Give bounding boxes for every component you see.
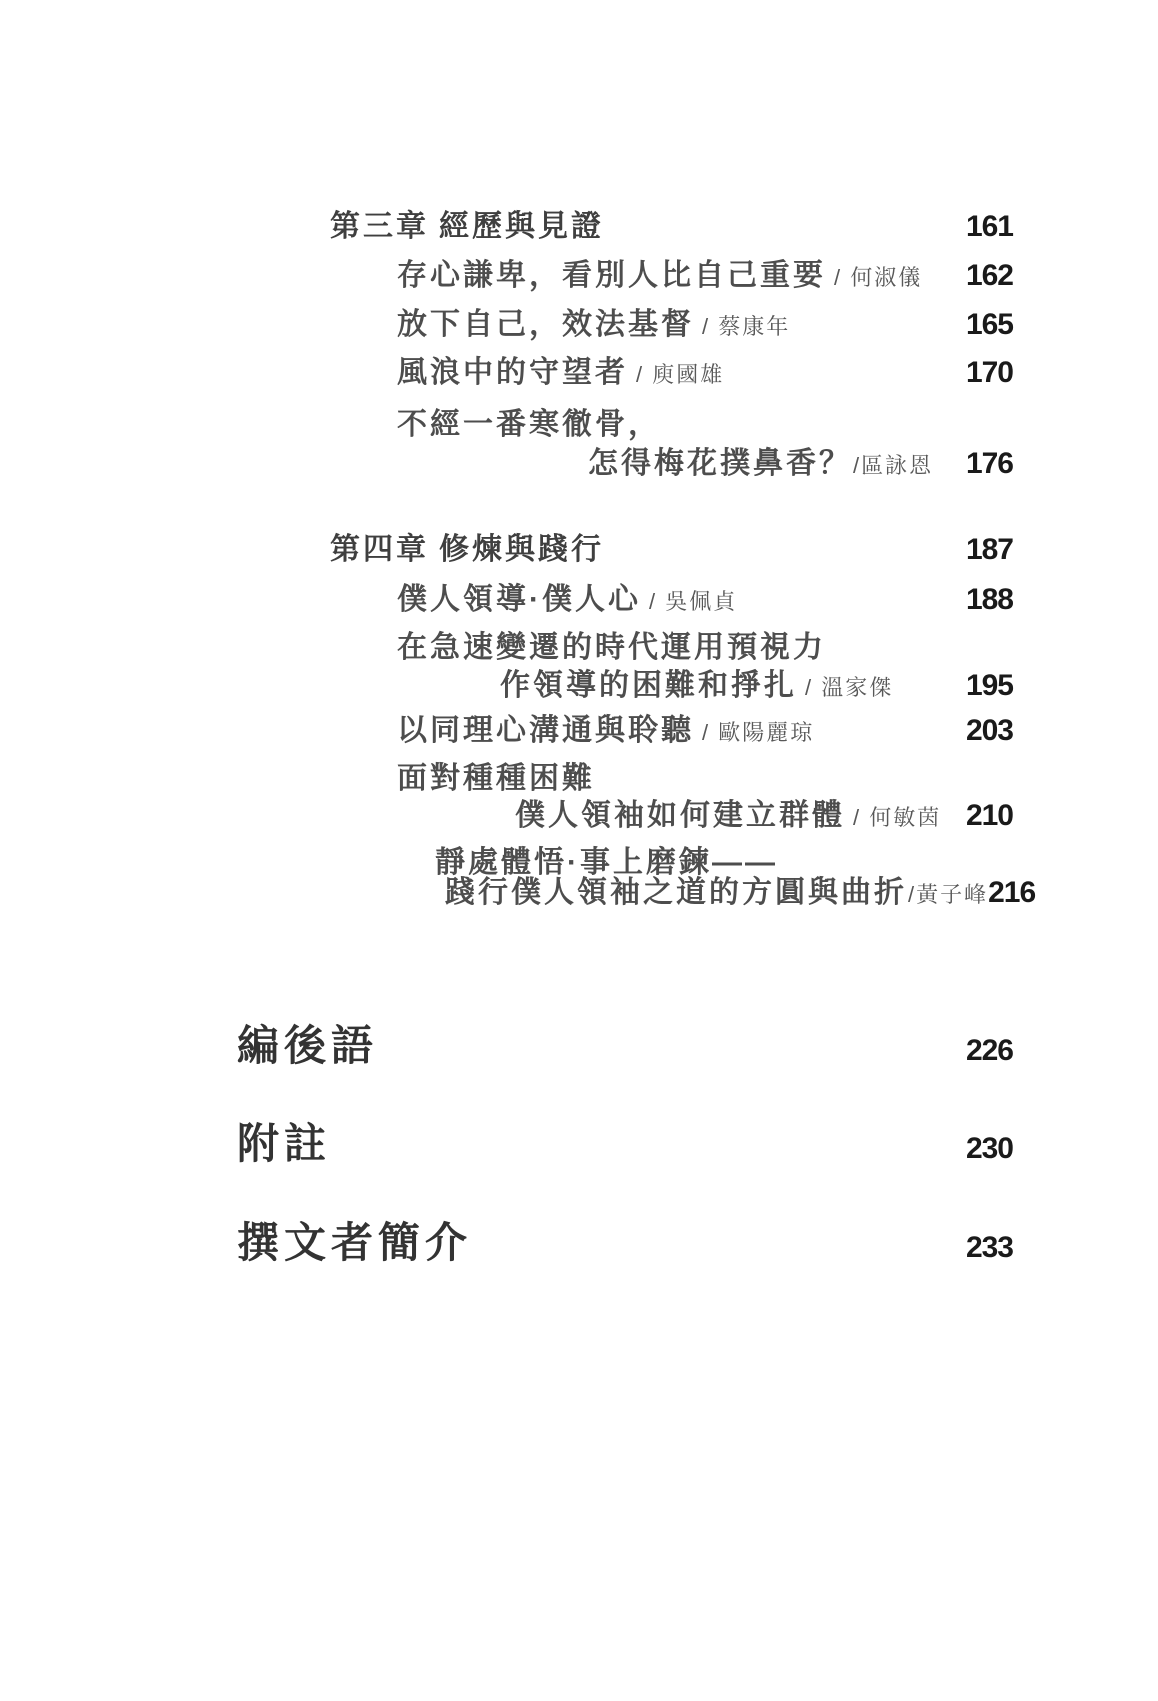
chapter-title: 修煉與踐行 bbox=[439, 533, 604, 566]
toc-entry-row bbox=[397, 716, 1013, 746]
entry-author: / 庾國雄 bbox=[636, 362, 725, 387]
page-number: 210 bbox=[965, 799, 1013, 832]
entry-author: / 歐陽麗琼 bbox=[702, 720, 815, 745]
entry-title: 風浪中的守望者 bbox=[397, 356, 628, 389]
toc-entry-continuation-row bbox=[588, 449, 1013, 479]
entry-title: 以同理心溝通與聆聽 bbox=[397, 714, 694, 747]
toc-entry-continuation-row bbox=[445, 876, 1036, 909]
toc-entry-row bbox=[397, 764, 1013, 794]
entry-author: / 吳佩貞 bbox=[649, 589, 738, 614]
page-number: 195 bbox=[965, 669, 1013, 702]
page-number: 162 bbox=[965, 259, 1013, 292]
back-matter-row bbox=[237, 1223, 1013, 1265]
page-number: 233 bbox=[965, 1231, 1013, 1264]
toc-entry-row bbox=[397, 261, 1013, 291]
chapter-label: 第三章 bbox=[330, 210, 429, 243]
entry-author: / 蔡康年 bbox=[702, 314, 791, 339]
entry-title-line1: 不經一番寒徹骨， bbox=[397, 408, 661, 441]
entry-title-line1: 面對種種困難 bbox=[397, 762, 595, 795]
back-matter-title: 附註 bbox=[237, 1122, 332, 1168]
page-number: 187 bbox=[965, 533, 1013, 566]
toc-entry-continuation-row bbox=[515, 801, 1013, 831]
back-matter-title: 編後語 bbox=[237, 1024, 379, 1070]
entry-author: /區詠恩 bbox=[853, 453, 934, 478]
back-matter-title: 撰文者簡介 bbox=[237, 1221, 473, 1267]
chapter-heading-row bbox=[330, 212, 1013, 242]
entry-title-line2: 踐行僕人領袖之道的方圓與曲折 bbox=[445, 876, 907, 909]
toc-entry-row bbox=[397, 358, 1013, 388]
page-number: 188 bbox=[965, 583, 1013, 616]
toc-entry-row bbox=[397, 310, 1013, 340]
entry-author: / 何敏茵 bbox=[853, 805, 942, 830]
toc-entry-row bbox=[397, 633, 1013, 663]
back-matter-row bbox=[237, 1124, 1013, 1166]
page-number: 226 bbox=[965, 1034, 1013, 1067]
page-number: 216 bbox=[988, 876, 1036, 909]
back-matter-row bbox=[237, 1026, 1013, 1068]
entry-title-line1: 在急速變遷的時代運用預視力 bbox=[397, 631, 826, 664]
entry-author: /黃子峰 bbox=[908, 882, 989, 907]
entry-title-line1: 靜處體悟·事上磨鍊—— bbox=[435, 846, 778, 879]
entry-title: 放下自己，效法基督 bbox=[397, 308, 694, 341]
toc-entry-row bbox=[397, 410, 1013, 440]
page-number: 161 bbox=[965, 210, 1013, 243]
entry-title-line2: 怎得梅花撲鼻香？ bbox=[588, 447, 852, 480]
entry-title-line2: 僕人領袖如何建立群體 bbox=[515, 799, 845, 832]
chapter-heading-row bbox=[330, 535, 1013, 565]
entry-title: 僕人領導·僕人心 bbox=[397, 583, 641, 616]
page-number: 165 bbox=[965, 308, 1013, 341]
toc-entry-continuation-row bbox=[500, 671, 1013, 701]
chapter-label: 第四章 bbox=[330, 533, 429, 566]
page-number: 170 bbox=[965, 356, 1013, 389]
entry-author: / 何淑儀 bbox=[834, 265, 923, 290]
toc-entry-row bbox=[397, 585, 1013, 615]
page-number: 203 bbox=[965, 714, 1013, 747]
chapter-title: 經歷與見證 bbox=[439, 210, 604, 243]
entry-title: 存心謙卑，看別人比自己重要 bbox=[397, 259, 826, 292]
page-number: 230 bbox=[965, 1132, 1013, 1165]
entry-title-line2: 作領導的困難和掙扎 bbox=[500, 669, 797, 702]
entry-author: / 溫家傑 bbox=[805, 675, 894, 700]
page-number: 176 bbox=[965, 447, 1013, 480]
toc-entry-row bbox=[435, 848, 1013, 878]
